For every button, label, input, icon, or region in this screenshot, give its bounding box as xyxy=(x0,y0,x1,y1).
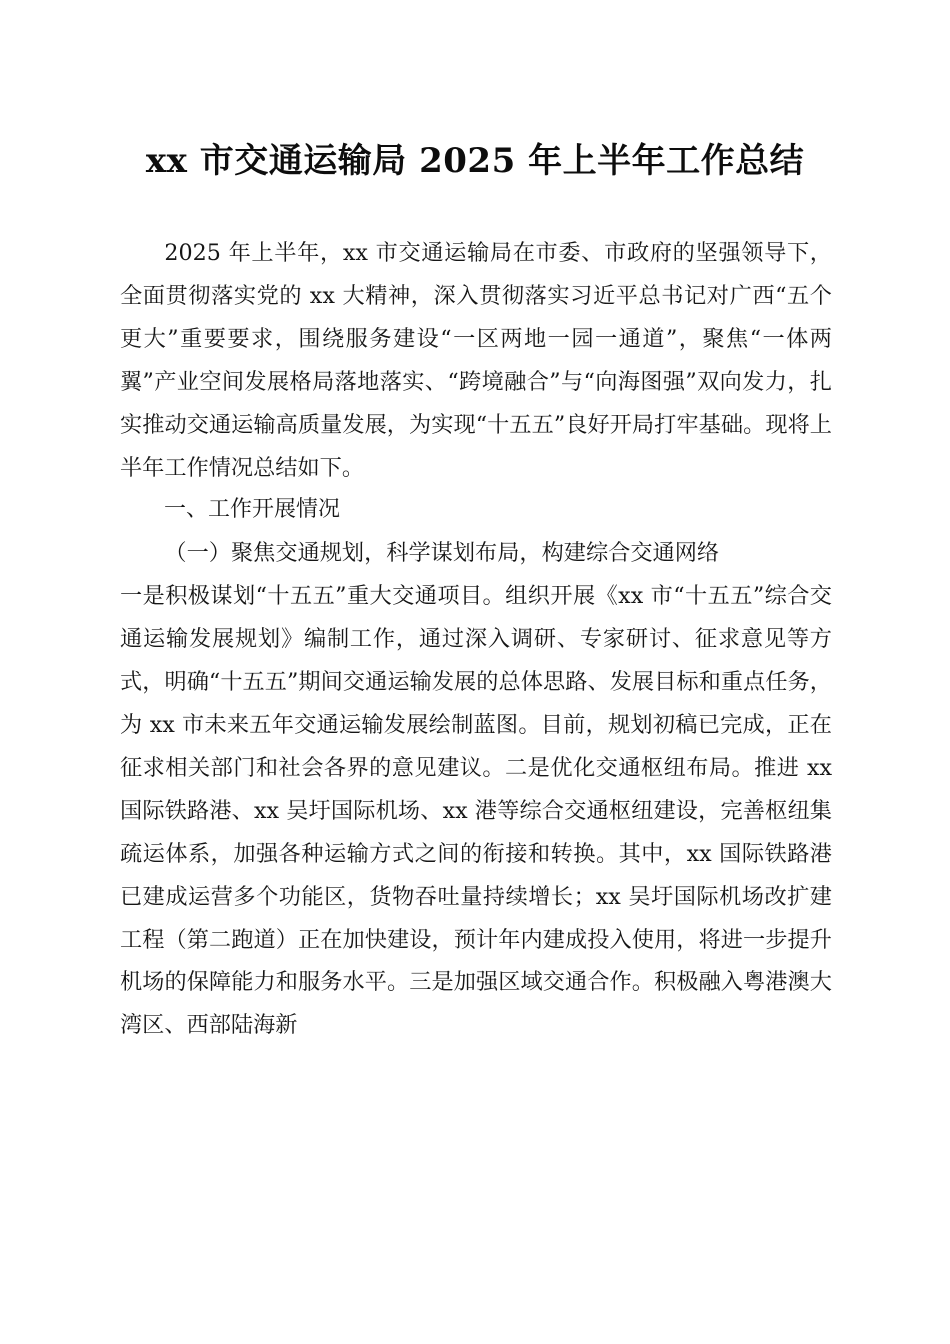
intro-paragraph: 2025 年上半年，xx 市交通运输局在市委、市政府的坚强领导下，全面贯彻落实党的 xx 大精神，深入贯彻落实习近平总书记对广西“五个更大”重要要求，围绕服务建设“一区两地一园一通道”，聚焦“一体两翼”产业空间发展格局落地落实、“跨境融合”与“向海图强”双向发力，扎实推动交通运输高质量发展，为实现“十五五”良好开局打牢基础。现将上半年工作情况总结如下。 xyxy=(120,240,832,481)
section-heading: 一、工作开展情况 xyxy=(164,497,341,523)
subsection-body-paragraph: 一是积极谋划“十五五”重大交通项目。组织开展《xx 市“十五五”综合交通运输发展规划》编制工作，通过深入调研、专家研讨、征求意见等方式，明确“十五五”期间交通运输发展的总体思路、发展目标和重点任务，为 xx 市未来五年交通运输发展绘制蓝图。目前，规划初稿已完成，正在征求相关部门和社会各界的意见建议。二是优化交通枢纽布局。推进 xx 国际铁路港、xx 吴圩国际机场、xx 港等综合交通枢纽建设，完善枢纽集疏运体系，加强各种运输方式之间的衔接和转换。其中，xx 国际铁路港已建成运营多个功能区，货物吞吐量持续增长；xx 吴圩国际机场改扩建工程（第二跑道）正在加快建设，预计年内建成投入使用，将进一步提升机场的保障能力和服务水平。三是加强区域交通合作。积极融入粤港澳大湾区、西部陆海新 xyxy=(120,583,832,1039)
document-body xyxy=(120,232,832,1047)
document-title: xx 市交通运输局 2025 年上半年工作总结 xyxy=(145,141,805,181)
subsection-heading: （一）聚焦交通规划，科学谋划布局，构建综合交通网络 xyxy=(164,540,720,567)
